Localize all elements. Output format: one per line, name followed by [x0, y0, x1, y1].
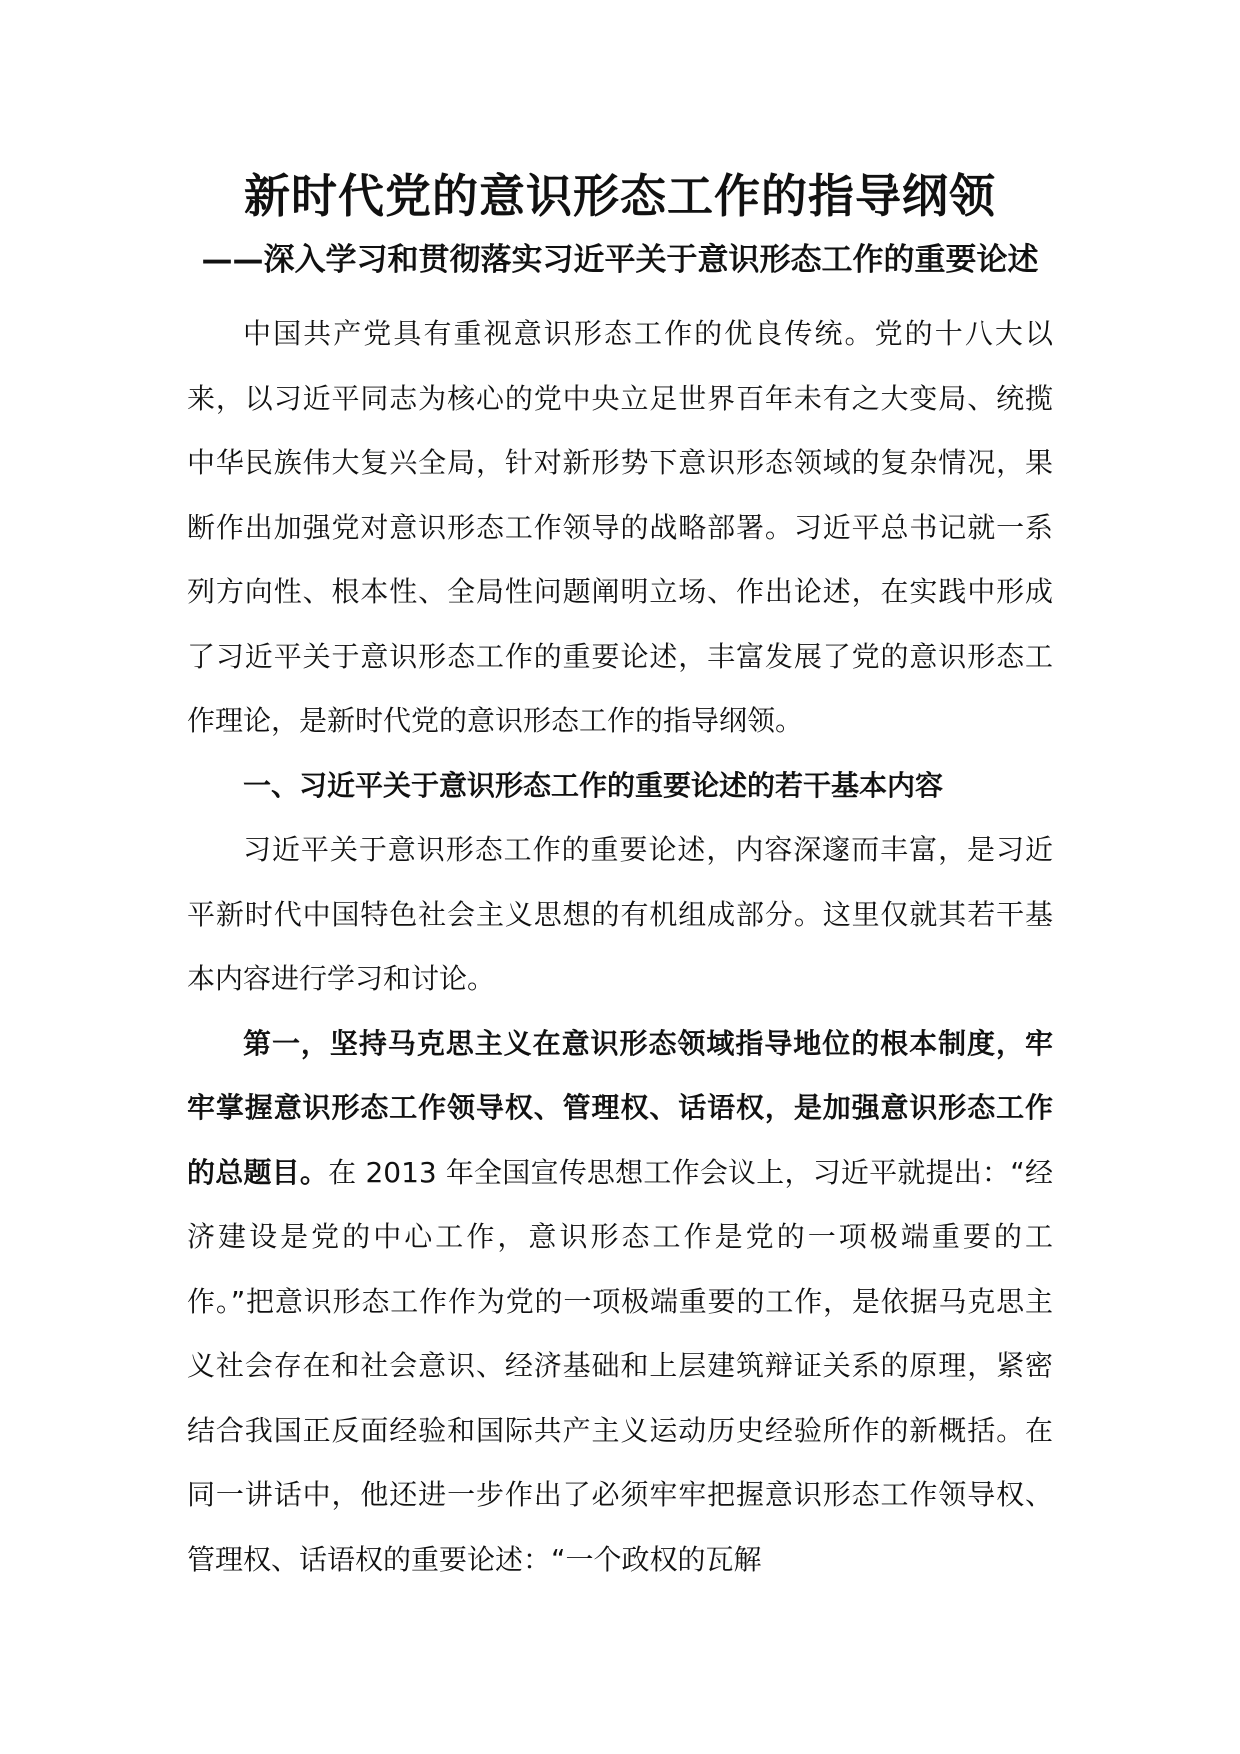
- document-body: [187, 302, 1053, 1592]
- section-heading: 一、习近平关于意识形态工作的重要论述的若干基本内容: [243, 768, 944, 802]
- point-one-paragraph: [187, 1012, 1053, 1593]
- point-one-text: 在 2013 年全国宣传思想工作会议上，习近平就提出：“经济建设是党的中心工作，意识形态工作是党的一项极端重要的工作。”把意识形态工作作为党的一项极端重要的工作，是依据马克思主义社会存在和社会意识、经济基础和上层建筑辩证关系的原理，紧密结合我国正反面经验和国际共产主义运动历史经验所作的新概括。在同一讲话中，他还进一步作出了必须牢牢把握意识形态工作领导权、管理权、话语权的重要论述：“一个政权的瓦解: [187, 1155, 1053, 1576]
- document-title: 新时代党的意识形态工作的指导纲领: [244, 169, 996, 223]
- section-paragraph: 习近平关于意识形态工作的重要论述，内容深邃而丰富，是习近平新时代中国特色社会主义思想的有机组成部分。这里仅就其若干基本内容进行学习和讨论。: [187, 833, 1053, 995]
- intro-paragraph: 中国共产党具有重视意识形态工作的优良传统。党的十八大以来，以习近平同志为核心的党中央立足世界百年未有之大变局、统揽中华民族伟大复兴全局，针对新形势下意识形态领域的复杂情况，果断作出加强党对意识形态工作领导的战略部署。习近平总书记就一系列方向性、根本性、全局性问题阐明立场、作出论述，在实践中形成了习近平关于意识形态工作的重要论述，丰富发展了党的意识形态工作理论，是新时代党的意识形态工作的指导纲领。: [187, 317, 1053, 737]
- point-one-lead: 第一，坚持马克思主义在意识形态领域指导地位的根本制度，牢牢掌握意识形态工作领导权、管理权、话语权，是加强意识形态工作的总题目。: [187, 1026, 1053, 1189]
- document-subtitle: ——深入学习和贯彻落实习近平关于意识形态工作的重要论述: [201, 242, 1039, 278]
